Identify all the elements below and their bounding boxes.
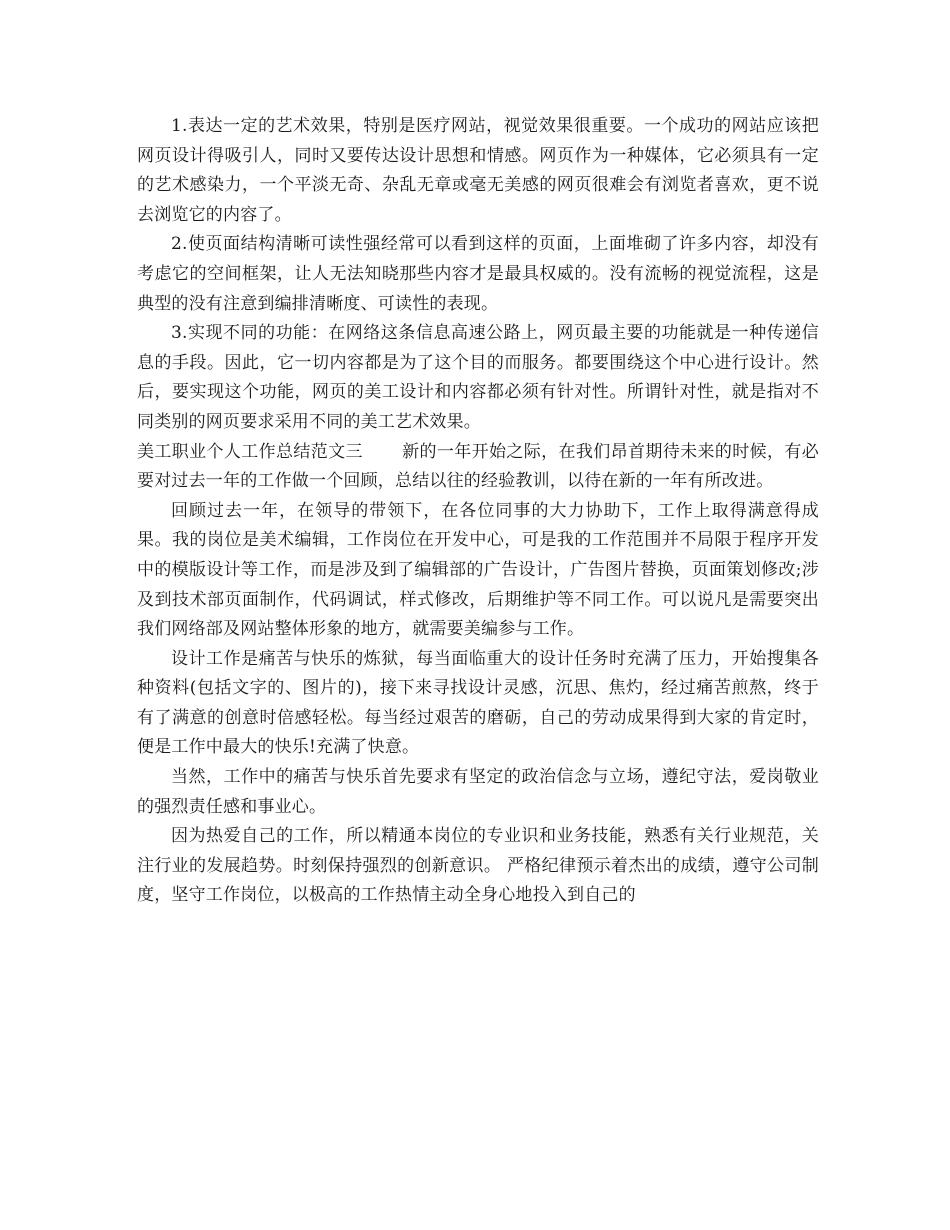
body-paragraph-1: 回顾过去一年，在领导的带领下，在各位同事的大力协助下，工作上取得满意得成果。我的岗位是美术编辑，工作岗位在开发中心，可是我的工作范围并不局限于程序开发中的模版设计等工作，而是涉及到了编辑部的广告设计，广告图片替换，页面策划修改;涉及到技术部页面制作，代码调试，样式修改，后期维护等不同工作。可以说凡是需要突出我们网络部及网站整体形象的地方，就需要美编参与工作。 xyxy=(137,500,819,640)
section-intro: 新的一年开始之际，在我们昂首期待未来的时候，有必要对过去一年的工作做一个回顾，总结以往的经验教训，以待在新的一年有所改进。 xyxy=(137,441,819,492)
section-heading: 美工职业个人工作总结范文三 xyxy=(137,441,363,462)
body-paragraph-3: 当然，工作中的痛苦与快乐首先要求有坚定的政治信念与立场，遵纪守法，爱岗敬业的强烈责任感和事业心。 xyxy=(137,767,819,817)
body-paragraph-2: 设计工作是痛苦与快乐的炼狱，每当面临重大的设计任务时充满了压力，开始搜集各种资料(包括文字的、图片的)，接下来寻找设计灵感，沉思、焦灼，经过痛苦煎熬，终于有了满意的创意时倍感轻松。每当经过艰苦的磨砺，自己的劳动成果得到大家的肯定时，便是工作中最大的快乐!充满了快意。 xyxy=(137,648,819,758)
body-paragraph-4: 因为热爱自己的工作，所以精通本岗位的专业识和业务技能，熟悉有关行业规范，关注行业的发展趋势。时刻保持强烈的创新意识。 严格纪律预示着杰出的成绩，遵守公司制度，坚守工作岗位，以极高的工作热情主动全身心地投入到自己的 xyxy=(137,826,819,906)
document-body xyxy=(137,112,819,911)
paragraph-2: 2.使页面结构清晰可读性强经常可以看到这样的页面，上面堆砌了许多内容，却没有考虑它的空间框架，让人无法知晓那些内容才是最具权威的。没有流畅的视觉流程，这是典型的没有注意到编排清晰度、可读性的表现。 xyxy=(137,234,819,314)
paragraph-3: 3.实现不同的功能：在网络这条信息高速公路上，网页最主要的功能就是一种传递信息的手段。因此，它一切内容都是为了这个目的而服务。都要围绕这个中心进行设计。然后，要实现这个功能，网页的美工设计和内容都必须有针对性。所谓针对性，就是指对不同类别的网页要求采用不同的美工艺术效果。 xyxy=(137,323,819,432)
paragraph-1: 1.表达一定的艺术效果，特别是医疗网站，视觉效果很重要。一个成功的网站应该把网页设计得吸引人，同时又要传达设计思想和情感。网页作为一种媒体，它必须具有一定的艺术感染力，一个平淡无奇、杂乱无章或毫无美感的网页很难会有浏览者喜欢，更不说去浏览它的内容了。 xyxy=(137,116,819,225)
section-paragraph xyxy=(137,438,819,497)
